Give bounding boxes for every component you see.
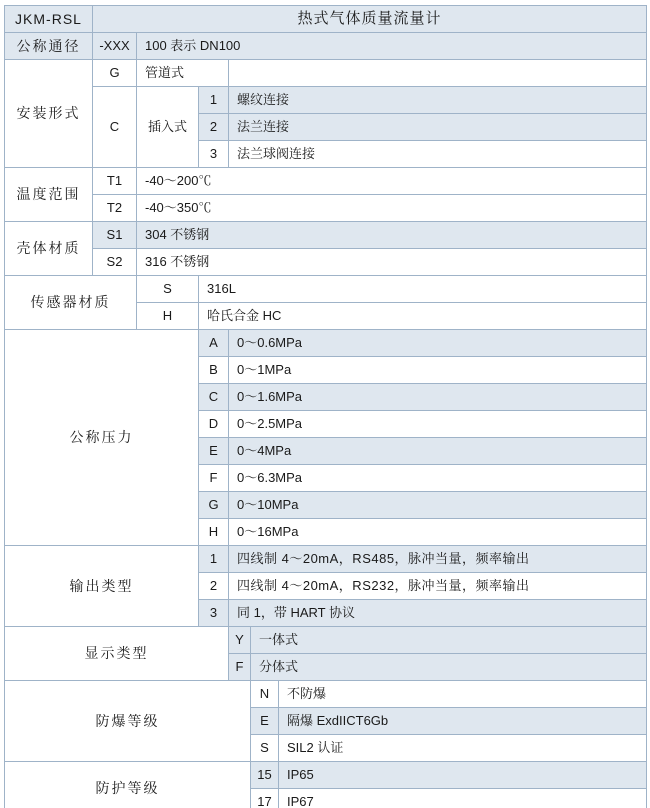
mounting-sub-cell-1: [199, 87, 229, 114]
display-code-y: Y: [235, 632, 244, 648]
sensor-material-value-cell-s: [199, 276, 647, 303]
explosion-proof-value-cell-s: [279, 735, 647, 762]
protection-code-cell-15: [251, 762, 279, 789]
mounting-value-cell-1: [229, 87, 647, 114]
table-row: [5, 168, 647, 195]
pressure-code-cell-f: [199, 465, 229, 492]
table-row: [5, 6, 647, 33]
explosion-proof-value-s: SIL2 认证: [287, 740, 344, 756]
model-code-text: JKM-RSL: [15, 10, 82, 27]
temperature-code-t1: T1: [106, 173, 123, 189]
pressure-code-cell-d: [199, 411, 229, 438]
table-row: [5, 60, 647, 87]
mounting-label-cell: [5, 60, 93, 168]
temperature-code-cell-t2: [93, 195, 137, 222]
pressure-code-cell-e: [199, 438, 229, 465]
model-selection-table: [4, 5, 647, 808]
sensor-material-label-cell: [5, 276, 137, 330]
nominal-diameter-label-cell: [5, 33, 93, 60]
pressure-code-e: E: [209, 443, 218, 459]
output-label: 输出类型: [69, 577, 134, 594]
pressure-label-cell: [5, 330, 199, 546]
document-title-text: 热式气体质量流量计: [297, 10, 442, 27]
output-code-cell-3: [199, 600, 229, 627]
pressure-value-cell-e: [229, 438, 647, 465]
explosion-proof-code-e: E: [260, 713, 269, 729]
protection-value-cell-17: [279, 789, 647, 808]
output-code-2: 2: [209, 578, 218, 594]
pressure-label: 公称压力: [69, 429, 134, 446]
output-label-cell: [5, 546, 199, 627]
output-value-1: 四线制 4～20mA，RS485，脉冲当量，频率输出: [237, 551, 530, 567]
protection-code-17: 17: [257, 794, 272, 808]
nominal-diameter-value-cell: [137, 33, 647, 60]
protection-value-cell-15: [279, 762, 647, 789]
nominal-diameter-value: 100 表示 DN100: [145, 38, 241, 54]
temperature-code-cell-t1: [93, 168, 137, 195]
table-row: [5, 546, 647, 573]
sensor-material-code-cell-h: [137, 303, 199, 330]
pressure-value-d: 0～2.5MPa: [237, 416, 303, 432]
temperature-value-cell-t2: [137, 195, 647, 222]
table-row: [5, 87, 647, 114]
output-code-cell-1: [199, 546, 229, 573]
mounting-insert-label-cell: [137, 87, 199, 168]
pressure-value-e: 0～4MPa: [237, 443, 292, 459]
protection-code-15: 15: [257, 767, 272, 783]
shell-material-value-cell-s1: [137, 222, 647, 249]
sensor-material-code-cell-s: [137, 276, 199, 303]
mounting-code-cell-g: [93, 60, 137, 87]
explosion-proof-code-s: S: [260, 740, 269, 756]
temperature-value-cell-t1: [137, 168, 647, 195]
mounting-value-2: 法兰连接: [237, 119, 290, 135]
shell-material-label-cell: [5, 222, 93, 276]
display-code-cell-f: [229, 654, 251, 681]
pressure-value-cell-c: [229, 384, 647, 411]
temperature-label: 温度范围: [16, 186, 81, 203]
mounting-spacer-pipe: [229, 60, 647, 87]
nominal-diameter-label: 公称通径: [16, 37, 81, 54]
sensor-material-value-s: 316L: [207, 281, 236, 297]
mounting-sub-2: 2: [209, 119, 218, 135]
table-row: [5, 276, 647, 303]
protection-label-cell: [5, 762, 251, 808]
mounting-insert-label: 插入式: [147, 119, 187, 135]
temperature-value-t1: -40～200℃: [145, 173, 212, 189]
sensor-material-value-cell-h: [199, 303, 647, 330]
sensor-material-code-s: S: [163, 281, 172, 297]
explosion-proof-value-cell-e: [279, 708, 647, 735]
output-value-2: 四线制 4～20mA，RS232，脉冲当量，频率输出: [237, 578, 530, 594]
pressure-value-cell-b: [229, 357, 647, 384]
output-value-cell-2: [229, 573, 647, 600]
pressure-code-h: H: [208, 524, 219, 540]
table-row: [5, 33, 647, 60]
shell-material-code-cell-s2: [93, 249, 137, 276]
output-code-cell-2: [199, 573, 229, 600]
temperature-code-t2: T2: [106, 200, 123, 216]
table-row: [5, 195, 647, 222]
model-code-cell: [5, 6, 93, 33]
pressure-value-b: 0～1MPa: [237, 362, 292, 378]
pressure-code-d: D: [208, 416, 219, 432]
mounting-label: 安装形式: [16, 105, 81, 122]
pressure-code-b: B: [209, 362, 218, 378]
temperature-label-cell: [5, 168, 93, 222]
sensor-material-value-h: 哈氏合金 HC: [207, 308, 282, 324]
display-value-f: 分体式: [259, 659, 299, 675]
pressure-value-c: 0～1.6MPa: [237, 389, 303, 405]
pressure-code-f: F: [209, 470, 218, 486]
output-code-3: 3: [209, 605, 218, 621]
display-label-cell: [5, 627, 229, 681]
mounting-value-cell-2: [229, 114, 647, 141]
explosion-proof-value-n: 不防爆: [287, 686, 327, 702]
pressure-value-h: 0～16MPa: [237, 524, 299, 540]
pressure-code-g: G: [208, 497, 219, 513]
protection-value-17: IP67: [287, 794, 314, 808]
explosion-proof-code-cell-e: [251, 708, 279, 735]
mounting-value-1: 螺纹连接: [237, 92, 290, 108]
display-value-cell-y: [251, 627, 647, 654]
shell-material-value-s2: 316 不锈钢: [145, 254, 210, 270]
pressure-code-cell-a: [199, 330, 229, 357]
table-row: [5, 681, 647, 708]
mounting-code-cell-c: [93, 87, 137, 168]
display-code-cell-y: [229, 627, 251, 654]
pressure-code-a: A: [209, 335, 218, 351]
pressure-value-cell-a: [229, 330, 647, 357]
explosion-proof-value-cell-n: [279, 681, 647, 708]
pressure-code-cell-h: [199, 519, 229, 546]
pressure-value-cell-d: [229, 411, 647, 438]
mounting-type-cell-pipe: [137, 60, 229, 87]
pressure-value-f: 0～6.3MPa: [237, 470, 303, 486]
output-value-cell-1: [229, 546, 647, 573]
mounting-sub-3: 3: [209, 146, 218, 162]
mounting-value-cell-3: [229, 141, 647, 168]
sensor-material-code-h: H: [162, 308, 173, 324]
mounting-value-3: 法兰球阀连接: [237, 146, 316, 162]
shell-material-value-s1: 304 不锈钢: [145, 227, 210, 243]
explosion-proof-label: 防爆等级: [95, 712, 160, 729]
temperature-value-t2: -40～350℃: [145, 200, 212, 216]
display-code-f: F: [235, 659, 244, 675]
output-value-3: 同 1，带 HART 协议: [237, 605, 355, 621]
protection-value-15: IP65: [287, 767, 314, 783]
shell-material-code-cell-s1: [93, 222, 137, 249]
sensor-material-label: 传感器材质: [30, 294, 111, 311]
protection-label: 防护等级: [95, 780, 160, 797]
table-row: [5, 249, 647, 276]
display-label: 显示类型: [84, 645, 149, 662]
table-row: [5, 627, 647, 654]
table-row: [5, 222, 647, 249]
pressure-value-cell-h: [229, 519, 647, 546]
pressure-value-cell-g: [229, 492, 647, 519]
mounting-empty-pipe: [229, 63, 646, 83]
document-title-cell: [93, 6, 647, 33]
shell-material-code-s2: S2: [106, 254, 123, 270]
shell-material-value-cell-s2: [137, 249, 647, 276]
mounting-code-g: G: [109, 65, 120, 81]
mounting-sub-1: 1: [209, 92, 218, 108]
pressure-value-g: 0～10MPa: [237, 497, 299, 513]
pressure-code-c: C: [208, 389, 219, 405]
table-row: [5, 330, 647, 357]
shell-material-code-s1: S1: [106, 227, 123, 243]
explosion-proof-label-cell: [5, 681, 251, 762]
nominal-diameter-code: -XXX: [99, 38, 130, 54]
explosion-proof-code-cell-s: [251, 735, 279, 762]
output-value-cell-3: [229, 600, 647, 627]
display-value-y: 一体式: [259, 632, 299, 648]
mounting-value-pipe: 管道式: [145, 65, 185, 81]
explosion-proof-value-e: 隔爆 ExdIICT6Gb: [287, 713, 389, 729]
explosion-proof-code-n: N: [259, 686, 270, 702]
table-row: [5, 762, 647, 789]
output-code-1: 1: [209, 551, 218, 567]
shell-material-label: 壳体材质: [16, 240, 81, 257]
pressure-code-cell-g: [199, 492, 229, 519]
nominal-diameter-code-cell: [93, 33, 137, 60]
mounting-sub-cell-3: [199, 141, 229, 168]
pressure-code-cell-c: [199, 384, 229, 411]
mounting-sub-cell-2: [199, 114, 229, 141]
pressure-code-cell-b: [199, 357, 229, 384]
pressure-value-cell-f: [229, 465, 647, 492]
protection-code-cell-17: [251, 789, 279, 808]
display-value-cell-f: [251, 654, 647, 681]
explosion-proof-code-cell-n: [251, 681, 279, 708]
pressure-value-a: 0～0.6MPa: [237, 335, 303, 351]
mounting-code-c: C: [109, 119, 120, 135]
